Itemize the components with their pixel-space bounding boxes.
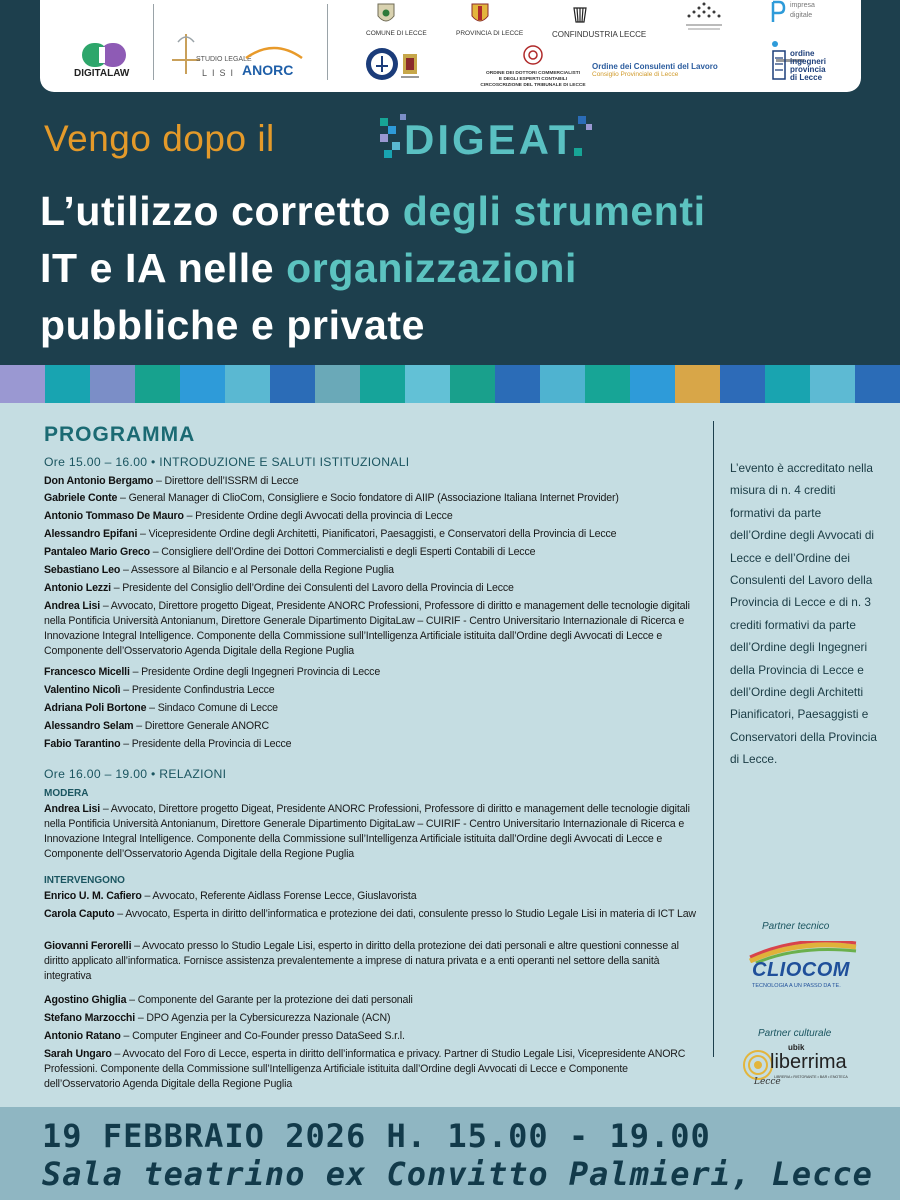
speaker-role: – Presidente del Consiglio dell’Ordine dei Consulenti del Lavoro della Provincia di Lecce xyxy=(110,582,514,594)
cliocom-text: CLIOCOM xyxy=(752,959,850,981)
speaker-role: – Vicepresidente Ordine degli Architetti, Pianificatori, Paesaggisti, e Conservatori della Provincia di Lecce xyxy=(137,528,617,540)
moderator-entry xyxy=(44,802,699,862)
cliocom-tagline: TECNOLOGIA A UN PASSO DA TE. xyxy=(752,983,841,989)
program-title: PROGRAMMA xyxy=(44,423,196,446)
vengo-dopo-text: Vengo dopo il xyxy=(44,118,275,159)
anorc-text: ANORC xyxy=(242,62,294,78)
speaker-name: Don Antonio Bergamo xyxy=(44,475,154,487)
speaker-entry xyxy=(44,491,699,506)
ingegneri-text-2: ingegneri xyxy=(790,57,827,66)
speaker-entry xyxy=(44,509,699,524)
title-line-1 xyxy=(40,188,706,235)
ingegneri-text-1: ordine xyxy=(790,49,815,58)
commercialisti-text-2: E DEGLI ESPERTI CONTABILI xyxy=(498,77,568,82)
speaker-name: Alessandro Selam xyxy=(44,720,134,732)
speaker-entry xyxy=(44,907,699,922)
speaker-entry xyxy=(44,527,699,542)
logo-divider xyxy=(153,4,154,80)
speaker-role: – Assessore al Bilancio e al Personale della Regione Puglia xyxy=(120,564,394,576)
band-tile xyxy=(720,365,765,403)
liberrima-text: liberrima xyxy=(770,1051,847,1073)
speaker-entry xyxy=(44,581,699,596)
speaker-role: – Computer Engineer and Co-Founder presso DataSeed S.r.l. xyxy=(120,1030,405,1042)
speaker-name: Giovanni Ferorelli xyxy=(44,940,132,952)
speaker-name: Agostino Ghiglia xyxy=(44,994,127,1006)
speaker-role: – Sindaco Comune di Lecce xyxy=(146,702,278,714)
speaker-entry xyxy=(44,1029,699,1044)
event-footer xyxy=(0,1107,900,1200)
title-l3-white: pubbliche e private xyxy=(40,302,426,348)
impresa-digitale-logo xyxy=(770,0,815,29)
speaker-entry xyxy=(44,545,699,560)
moderator-desc: – Avvocato, Direttore progetto Digeat, Presidente ANORC Professioni, Professore di diritto e management delle tecnologie digitali nella Pontificia Università Antonianum, Direttore Generale Dipartimento DigitaLaw – CUIRIF - Centro Universitario Internazionale di Ricerca e Innovazione Integral Intelligence. Componente della Commissione sull’Intelligenza Artificiale istituita dall’Ordine degli Avvocati di Lecce e Componente dell’Osservatorio Agenda Digitale della Regione Puglia xyxy=(44,803,690,860)
speaker-role: – Avvocato presso lo Studio Legale Lisi, esperto in diritto della protezione dei dati personali e altre questioni connesse al diritto applicato all’informatica. Fornisce assistenza prevalentemente a imprese di natura privata e a enti operanti nel settore della sanità integrativa xyxy=(44,940,679,982)
speaker-name: Gabriele Conte xyxy=(44,492,118,504)
confindustria-text: CONFINDUSTRIA LECCE xyxy=(552,30,647,39)
comune-text: COMUNE DI LECCE xyxy=(366,30,427,37)
title-l1-teal: degli strumenti xyxy=(402,188,706,234)
speaker-name: Valentino Nicolì xyxy=(44,684,121,696)
speaker-entry xyxy=(44,1047,699,1092)
lisi-mark-icon xyxy=(168,30,204,78)
band-tile xyxy=(450,365,495,403)
studio-lisi-logo xyxy=(168,30,252,83)
comune-lecce-logo xyxy=(366,2,427,37)
speaker-entry xyxy=(44,563,699,578)
partner-culturale-label: Partner culturale xyxy=(758,1028,832,1039)
speaker-name: Andrea Lisi xyxy=(44,600,101,612)
title-line-3 xyxy=(40,302,425,349)
speaker-name: Sebastiano Leo xyxy=(44,564,121,576)
speaker-name: Pantaleo Mario Greco xyxy=(44,546,150,558)
digeat-logo xyxy=(378,108,602,175)
ingegneri-logo xyxy=(772,49,827,85)
speaker-name: Fabio Tarantino xyxy=(44,738,121,750)
emblem-logo xyxy=(400,52,420,85)
confindustria-mark-icon xyxy=(552,4,608,26)
moderator-name: Andrea Lisi xyxy=(44,803,101,815)
confindustria-logo xyxy=(552,4,647,39)
logo-divider xyxy=(327,4,328,80)
comune-crest-icon xyxy=(376,2,396,26)
band-tile xyxy=(405,365,450,403)
digitalaw-text: DIGITALAW xyxy=(74,68,130,79)
program-section xyxy=(0,403,900,1107)
band-tile xyxy=(270,365,315,403)
speaker-entry xyxy=(44,737,699,752)
consulenti-text-1: Ordine dei Consulenti del Lavoro xyxy=(592,62,718,71)
band-tile xyxy=(630,365,675,403)
digeat-wordmark: DIGEAT xyxy=(404,116,578,163)
band-tile xyxy=(585,365,630,403)
session-1-heading: Ore 15.00 – 16.00 • INTRODUZIONE E SALUTI ISTITUZIONALI xyxy=(44,455,410,469)
ingegneri-text-3: provincia xyxy=(790,65,826,74)
band-tile xyxy=(90,365,135,403)
avvocati-seal-icon xyxy=(364,46,400,82)
anorc-mark-icon xyxy=(240,44,308,60)
speaker-name: Adriana Poli Bortone xyxy=(44,702,147,714)
speaker-role: – Avvocato, Esperta in diritto dell’informatica e protezione dei dati, consulente presso lo Studio Legale Lisi in materia di ICT Law xyxy=(114,908,696,920)
band-tile xyxy=(315,365,360,403)
partner-tecnico-label: Partner tecnico xyxy=(762,921,830,932)
speaker-name: Enrico U. M. Cafiero xyxy=(44,890,142,902)
digitalaw-mark-icon xyxy=(76,40,136,70)
band-tile xyxy=(495,365,540,403)
cliocom-logo xyxy=(748,941,858,989)
speaker-role: – Presidente della Provincia di Lecce xyxy=(120,738,292,750)
session-2-heading: Ore 16.00 – 19.00 • RELAZIONI xyxy=(44,767,227,781)
impresa-text-2: digitale xyxy=(790,12,813,19)
provincia-crest-icon xyxy=(470,2,490,26)
emblem-icon xyxy=(400,52,420,80)
commercialisti-text-3: CIRCOSCRIZIONE DEL TRIBUNALE DI LECCE xyxy=(480,83,586,88)
speaker-entry xyxy=(44,474,699,489)
event-date: 19 FEBBRAIO 2026 H. 15.00 - 19.00 xyxy=(42,1117,711,1155)
speaker-entry xyxy=(44,599,699,659)
band-tile xyxy=(675,365,720,403)
band-tile xyxy=(180,365,225,403)
lisi-text-1: STUDIO LEGALE xyxy=(196,56,252,63)
band-tile xyxy=(135,365,180,403)
band-tile xyxy=(360,365,405,403)
speaker-role: – General Manager di ClioCom, Consigliere e Socio fondatore di AIIP (Associazione Italiana Internet Provider) xyxy=(117,492,619,504)
speaker-name: Alessandro Epifani xyxy=(44,528,138,540)
vertical-divider xyxy=(713,421,714,1057)
speaker-name: Sarah Ungaro xyxy=(44,1048,112,1060)
speaker-role: – Presidente Confindustria Lecce xyxy=(120,684,275,696)
speaker-entry xyxy=(44,701,699,716)
impresa-digitale-mark-icon xyxy=(770,0,786,24)
speaker-name: Antonio Ratano xyxy=(44,1030,121,1042)
speaker-entry xyxy=(44,889,699,904)
title-l2-teal: organizzazioni xyxy=(286,245,577,291)
speaker-entry xyxy=(44,993,699,1008)
commercialisti-text-1: ORDINE DEI DOTTORI COMMERCIALISTI xyxy=(486,71,580,76)
ingegneri-mark-icon xyxy=(772,50,786,80)
color-band xyxy=(0,365,900,403)
speaker-entry xyxy=(44,665,699,680)
impresa-text-1: impresa xyxy=(790,2,815,9)
provincia-text: PROVINCIA DI LECCE xyxy=(456,30,524,37)
commercialisti-mark-icon xyxy=(522,44,544,66)
title-line-2 xyxy=(40,245,577,292)
sponsor-logo-panel xyxy=(40,0,861,92)
speaker-entry xyxy=(44,719,699,734)
title-l2-white: IT e IA nelle xyxy=(40,245,287,291)
speaker-entry xyxy=(44,939,699,984)
speaker-name: Antonio Lezzi xyxy=(44,582,111,594)
anorc-logo xyxy=(240,44,308,78)
ordine-avvocati-logo xyxy=(364,46,400,87)
event-venue: Sala teatrino ex Convitto Palmieri, Lecce xyxy=(42,1155,873,1193)
liberrima-subtext: LIBRERIA • RISTORANTE • BAR • ENOTECA xyxy=(774,1075,848,1079)
speaker-role: – DPO Agenzia per la Cybersicurezza Nazionale (ACN) xyxy=(135,1012,391,1024)
speaker-name: Carola Caputo xyxy=(44,908,115,920)
band-tile xyxy=(45,365,90,403)
speaker-role: – Avvocato del Foro di Lecce, esperta in diritto dell’informatica e privacy. Partner di Studio Legale Lisi, Vicepresidente ANORC Professioni. Componente della Commissione sull’Intelligenza Artificiale istituita dall’Ordine degli Avvocati di Lecce e Componente dell’Osservatorio Agenda Digitale della Regione Puglia xyxy=(44,1048,686,1090)
band-tile xyxy=(225,365,270,403)
digitalaw-logo xyxy=(74,40,136,79)
speaker-role: – Presidente Ordine degli Avvocati della provincia di Lecce xyxy=(183,510,453,522)
speaker-name: Francesco Micelli xyxy=(44,666,130,678)
speaker-name: Antonio Tommaso De Mauro xyxy=(44,510,184,522)
liberrima-logo xyxy=(740,1043,848,1088)
consulenti-lavoro-logo xyxy=(592,62,718,78)
digeat-pixel-mark-icon xyxy=(378,108,602,170)
speaker-role: – Direttore Generale ANORC xyxy=(133,720,269,732)
speaker-role: – Consigliere dell’Ordine dei Dottori Commercialisti e degli Esperti Contabili di Lecce xyxy=(149,546,536,558)
ingegneri-text-4: di Lecce xyxy=(790,73,823,82)
consulenti-text-2: Consiglio Provinciale di Lecce xyxy=(592,71,679,78)
band-tile xyxy=(765,365,810,403)
architetti-mark-icon xyxy=(684,0,724,22)
band-tile xyxy=(855,365,900,403)
speaker-role: – Avvocato, Referente Aidlass Forense Lecce, Giuslavorista xyxy=(141,890,417,902)
band-tile xyxy=(0,365,45,403)
speaker-role: – Direttore dell’ISSRM di Lecce xyxy=(153,475,299,487)
provincia-lecce-logo xyxy=(456,2,524,37)
commercialisti-logo xyxy=(458,44,608,89)
speaker-name: Stefano Marzocchi xyxy=(44,1012,136,1024)
speakers-label: INTERVENGONO xyxy=(44,875,125,886)
liberrima-lecce: Lecce xyxy=(754,1077,781,1087)
speaker-role: – Avvocato, Direttore progetto Digeat, Presidente ANORC Professioni, Professore di diritto e management delle tecnologie digitali nella Pontificia Università Antonianum, Direttore Generale Dipartimento DigitaLaw – CUIRIF - Centro Universitario Internazionale di Ricerca e Innovazione Integral Intelligence. Componente della Commissione sull’Intelligenza Artificiale istituita dall’Ordine degli Avvocati di Lecce e Componente dell’Osservatorio Agenda Digitale della Regione Puglia xyxy=(44,600,690,657)
band-tile xyxy=(540,365,585,403)
speaker-role: – Componente del Garante per la protezione dei dati personali xyxy=(126,994,413,1006)
speaker-entry xyxy=(44,1011,699,1026)
speaker-role: – Presidente Ordine degli Ingegneri Provincia di Lecce xyxy=(129,666,381,678)
architetti-caption-line xyxy=(688,28,720,30)
speaker-entry xyxy=(44,683,699,698)
title-l1-white: L’utilizzo corretto xyxy=(40,188,403,234)
architetti-logo xyxy=(684,0,724,27)
architetti-caption-line xyxy=(686,24,722,26)
accreditation-text: L’evento è accreditato nella misura di n. 4 crediti formativi da parte dell’Ordine degli Avvocati di Lecce e dell’Ordine dei Consulenti del Lavoro della Provincia di Lecce e di n. 3 crediti formativi da parte dell’Ordine degli Ingegneri della Provincia di Lecce e dell’Ordine degli Architetti Pianificatori, Paesaggisti e Conservatori della Provincia di Lecce. xyxy=(730,461,877,767)
band-tile xyxy=(810,365,855,403)
ubik-text: ubik xyxy=(788,1043,805,1052)
ingegneri-texts xyxy=(790,50,826,82)
small-badges xyxy=(772,34,812,40)
lisi-text-2: LISI xyxy=(202,68,239,78)
moderator-label: MODERA xyxy=(44,788,89,799)
